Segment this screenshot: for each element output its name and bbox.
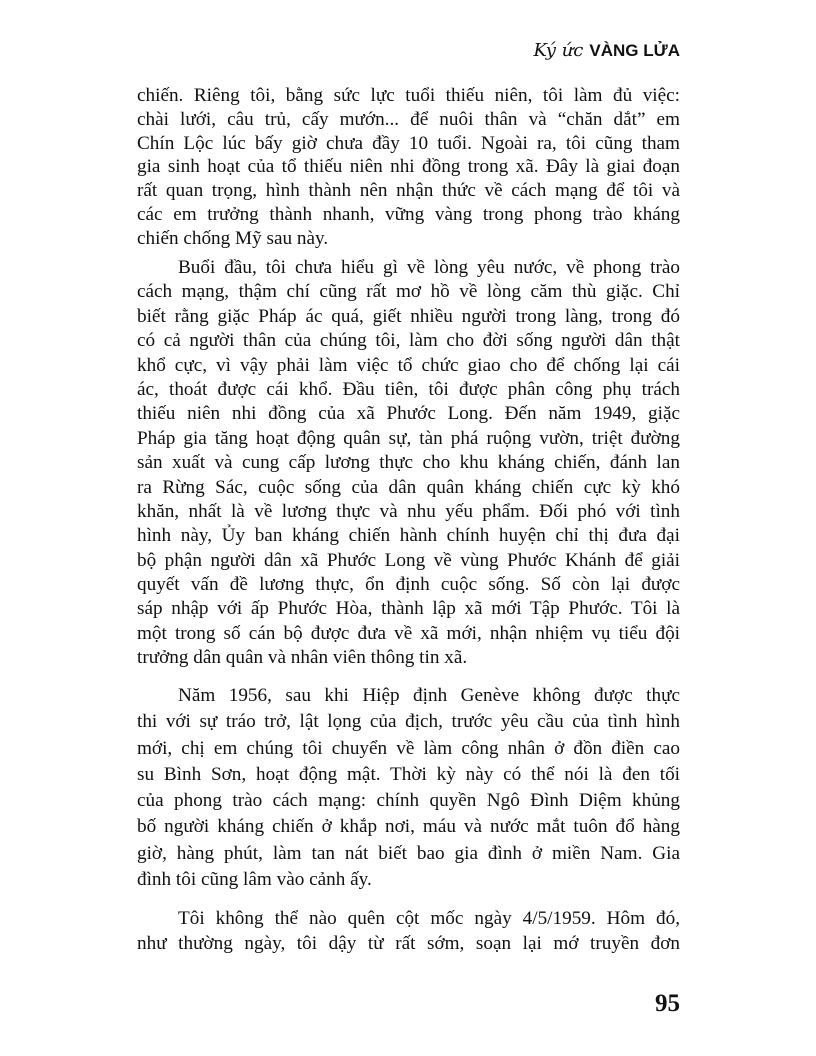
text-line: khăn, nhất là về lương thực và nhu yếu phẩm. Đối phó với tình bbox=[137, 500, 680, 522]
text-line: sáp nhập với ấp Phước Hòa, thành lập xã mới Tập Phước. Tôi là bbox=[137, 598, 680, 620]
text-line: như thường ngày, tôi dậy từ rất sớm, soạn lại mớ truyền đơn bbox=[137, 933, 680, 954]
header-title-bold: VÀNG LỬA bbox=[589, 41, 680, 60]
text-line: quyết vấn đề lương thực, ổn định cuộc sống. Số còn lại được bbox=[137, 574, 680, 596]
paragraph bbox=[137, 906, 680, 956]
text-line: thi với sự tráo trở, lật lọng của địch, trước yêu cầu của tình hình bbox=[137, 711, 680, 733]
paragraph bbox=[137, 84, 680, 251]
text-line: bố người kháng chiến ở khắp nơi, máu và nước mắt tuôn đổ hàng bbox=[137, 816, 680, 838]
text-line: rất quan trọng, hình thành nên nhận thức về cách mạng để tôi và bbox=[137, 180, 680, 202]
text-line: sản xuất và cung cấp lương thực cho khu kháng chiến, đánh lan bbox=[137, 452, 680, 474]
text-line: ác, thoát được cái khổ. Đầu tiên, tôi được phân công phụ trách bbox=[137, 378, 680, 400]
text-line: Chín Lộc lúc bấy giờ chưa đầy 10 tuổi. Ngoài ra, tôi cũng tham bbox=[137, 132, 680, 154]
text-line: Tôi không thể nào quên cột mốc ngày 4/5/1959. Hôm đó, bbox=[178, 908, 680, 929]
text-line: các em trưởng thành nhanh, vững vàng trong phong trào kháng bbox=[137, 203, 680, 225]
paragraph bbox=[137, 256, 680, 671]
text-line: gia sinh hoạt của tổ thiếu niên nhi đồng trong xã. Đây là giai đoạn bbox=[137, 156, 680, 178]
text-line: đình tôi cũng lâm vào cảnh ấy. bbox=[137, 869, 372, 891]
text-line: chài lưới, câu trủ, cấy mướn... để nuôi thân và “chăn dắt” em bbox=[137, 108, 680, 130]
text-line: hình này, Ủy ban kháng chiến hành chính huyện chỉ thị đưa đại bbox=[137, 525, 680, 547]
text-line: một trong số cán bộ được đưa về xã mới, nhận nhiệm vụ tiểu đội bbox=[137, 622, 680, 644]
text-line: biết rằng giặc Pháp ác quá, giết nhiều người trong làng, trong đó bbox=[137, 305, 680, 327]
text-line: chiến. Riêng tôi, bằng sức lực tuổi thiếu niên, tôi làm đủ việc: bbox=[137, 85, 680, 106]
page-number: 95 bbox=[655, 990, 680, 1017]
text-line: giờ, hàng phút, làm tan nát biết bao gia đình ở miền Nam. Gia bbox=[137, 842, 680, 864]
header-title-script: Ký ức bbox=[533, 40, 584, 61]
running-header bbox=[534, 40, 680, 62]
paragraph bbox=[137, 683, 680, 893]
text-line: cách mạng, thậm chí cũng rất mơ hồ về lòng căm thù giặc. Chỉ bbox=[137, 281, 680, 303]
text-line: của phong trào cách mạng: chính quyền Ngô Đình Diệm khủng bbox=[137, 790, 680, 812]
text-line: chiến chống Mỹ sau này. bbox=[137, 227, 329, 249]
text-line: thiếu niên nhi đồng của xã Phước Long. Đến năm 1949, giặc bbox=[137, 403, 680, 425]
text-line: Năm 1956, sau khi Hiệp định Genève không được thực bbox=[178, 685, 680, 706]
text-line: có cả người thân của chúng tôi, làm cho đời sống người dân thật bbox=[137, 330, 680, 352]
text-line: Buổi đầu, tôi chưa hiểu gì về lòng yêu nước, về phong trào bbox=[178, 257, 680, 278]
text-line: khổ cực, vì vậy phải làm việc tổ chức giao cho để chống lại cái bbox=[137, 354, 680, 376]
text-line: trưởng dân quân và nhân viên thông tin xã. bbox=[137, 647, 468, 669]
text-line: bộ phận người dân xã Phước Long về vùng Phước Khánh để giải bbox=[137, 549, 680, 571]
text-line: Pháp gia tăng hoạt động quân sự, tàn phá ruộng vườn, triệt đường bbox=[137, 427, 680, 449]
text-line: su Bình Sơn, hoạt động mật. Thời kỳ này có thể nói là đen tối bbox=[137, 763, 680, 785]
text-line: mới, chị em chúng tôi chuyển về làm công nhân ở đồn điền cao bbox=[137, 737, 680, 759]
text-line: ra Rừng Sác, cuộc sống của dân quân kháng chiến cực kỳ khó bbox=[137, 476, 680, 498]
